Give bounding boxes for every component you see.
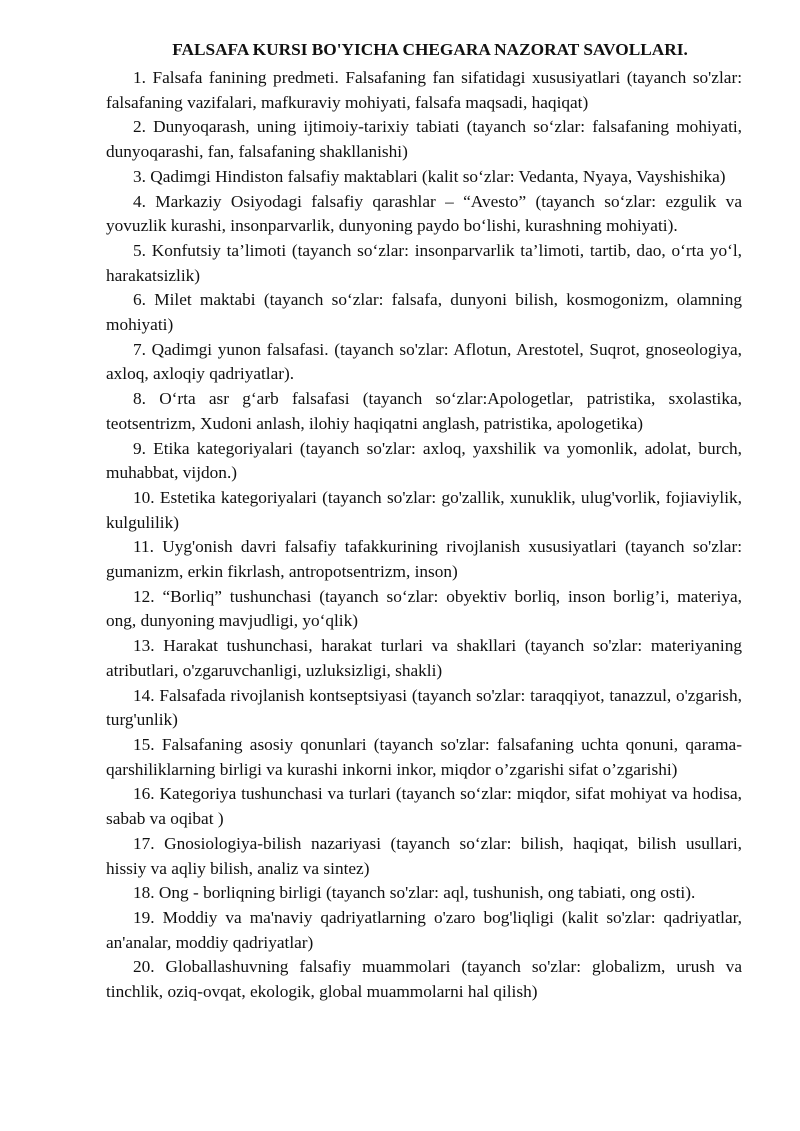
question-item: 6. Milet maktabi (tayanch so‘zlar: falsafa, dunyoni bilish, kosmogonizm, olamning mohiyati) <box>106 290 742 335</box>
question-item: 7. Qadimgi yunon falsafasi. (tayanch so'zlar: Aflotun, Arestotel, Suqrot, gnoseologiya, axloq, axloqiy qadriyatlar). <box>106 339 742 384</box>
question-item: 17. Gnosiologiya-bilish nazariyasi (tayanch so‘zlar: bilish, haqiqat, bilish usullari, hissiy va aqliy bilish, analiz va sintez) <box>106 833 742 878</box>
question-item: 20. Globallashuvning falsafiy muammolari (tayanch so'zlar: globalizm, urush va tinchlik, oziq-ovqat, ekologik, global muammolarni hal qilish) <box>106 957 742 1002</box>
question-item: 14. Falsafada rivojlanish kontseptsiyasi (tayanch so'zlar: taraqqiyot, tanazzul, o'zgarish, turg'unlik) <box>106 685 742 730</box>
document-title: FALSAFA KURSI BO'YICHA CHEGARA NAZORAT SAVOLLARI. <box>172 40 688 59</box>
question-item: 2. Dunyoqarash, uning ijtimoiy-tarixiy tabiati (tayanch so‘zlar: falsafaning mohiyati, dunyoqarashi, fan, falsafaning shakllanishi) <box>106 117 742 162</box>
question-item: 1. Falsafa fanining predmeti. Falsafaning fan sifatidagi xususiyatlari (tayanch so'zlar: falsafaning vazifalari, mafkuraviy mohiyati, falsafa maqsadi, haqiqat) <box>106 68 742 112</box>
question-item: 18. Ong - borliqning birligi (tayanch so'zlar: aql, tushunish, ong tabiati, ong osti). <box>133 883 696 903</box>
question-item: 15. Falsafaning asosiy qonunlari (tayanch so'zlar: falsafaning uchta qonuni, qarama-qarshiliklarning birligi va kurashi inkorni inkor, miqdor o’zgarishi sifat o’zgarishi) <box>106 734 742 779</box>
question-item: 9. Etika kategoriyalari (tayanch so'zlar: axloq, yaxshilik va yomonlik, adolat, burch, muhabbat, vijdon.) <box>106 438 742 483</box>
question-item: 19. Moddiy va ma'naviy qadriyatlarning o'zaro bog'liqligi (kalit so'zlar: qadriyatlar, an'analar, moddiy qadriyatlar) <box>106 907 742 952</box>
question-item: 12. “Borliq” tushunchasi (tayanch so‘zlar: obyektiv borliq, inson borlig’i, materiya, ong, dunyoning mavjudligi, yo‘qlik) <box>106 586 742 631</box>
question-item: 13. Harakat tushunchasi, harakat turlari va shakllari (tayanch so'zlar: materiyaning atributlari, o'zgaruvchanligi, uzluksizligi, shakli) <box>106 636 742 680</box>
question-item: 3. Qadimgi Hindiston falsafiy maktablari (kalit so‘zlar: Vedanta, Nyaya, Vayshishika) <box>133 166 726 186</box>
question-item: 5. Konfutsiy ta’limoti (tayanch so‘zlar: insonparvarlik ta’limoti, tartib, dao, o‘rta yo‘l, harakatsizlik) <box>106 240 742 285</box>
question-item: 11. Uyg'onish davri falsafiy tafakkurining rivojlanish xususiyatlari (tayanch so'zlar: gumanizm, erkin fikrlash, antropotsentrizm, inson) <box>106 537 742 582</box>
question-item: 8. O‘rta asr g‘arb falsafasi (tayanch so‘zlar:Apologetlar, patristika, sxolastika, teotsentrizm, Xudoni anlash, ilohiy haqiqatni anglash, patristika, apologetika) <box>106 389 742 433</box>
question-list <box>106 66 742 1005</box>
question-item: 10. Estetika kategoriyalari (tayanch so'zlar: go'zallik, xunuklik, ulug'vorlik, fojiaviylik, kulgulilik) <box>106 487 742 532</box>
question-item: 4. Markaziy Osiyodagi falsafiy qarashlar – “Avesto” (tayanch so‘zlar: ezgulik va yovuzlik kurashi, insonparvarlik, dunyoning paydo bo‘lishi, kurashning mohiyati). <box>106 191 742 236</box>
question-item: 16. Kategoriya tushunchasi va turlari (tayanch so‘zlar: miqdor, sifat mohiyat va hodisa, sabab va oqibat ) <box>106 784 742 829</box>
